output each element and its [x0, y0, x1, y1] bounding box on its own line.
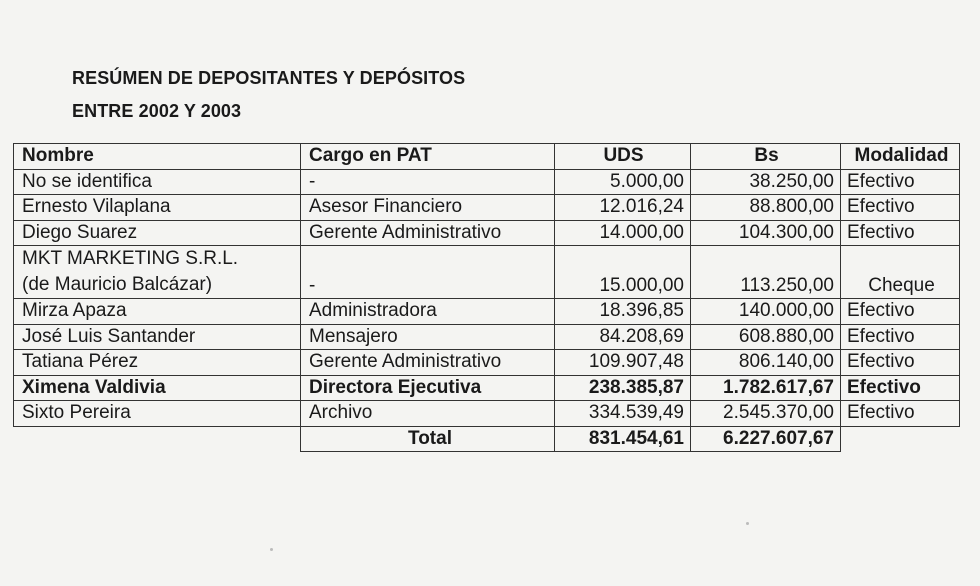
- header-uds: UDS: [555, 144, 691, 170]
- table-row: [14, 169, 960, 195]
- cell-modalidad: Cheque: [841, 246, 960, 299]
- cell-uds: 334.539,49: [555, 401, 691, 427]
- cell-nombre: Ernesto Vilaplana: [14, 195, 301, 221]
- cell-modalidad: Efectivo: [841, 401, 960, 427]
- table-header-row: [14, 144, 960, 170]
- cell-uds: 12.016,24: [555, 195, 691, 221]
- cell-bs: 113.250,00: [691, 246, 841, 299]
- cell-bs: 806.140,00: [691, 350, 841, 376]
- cell-nombre-line2: (de Mauricio Balcázar): [22, 274, 213, 295]
- total-row: [14, 426, 960, 452]
- cell-modalidad: Efectivo: [841, 299, 960, 325]
- cell-cargo: Asesor Financiero: [301, 195, 555, 221]
- cell-nombre-line1: MKT MARKETING S.R.L.: [22, 248, 239, 269]
- cell-cargo: -: [301, 169, 555, 195]
- cell-bs: 104.300,00: [691, 220, 841, 246]
- cell-bs: 2.545.370,00: [691, 401, 841, 427]
- table-row: [14, 246, 960, 299]
- cell-modalidad: Efectivo: [841, 195, 960, 221]
- cell-uds: 5.000,00: [555, 169, 691, 195]
- cell-uds: 18.396,85: [555, 299, 691, 325]
- header-bs: Bs: [691, 144, 841, 170]
- cell-bs: 140.000,00: [691, 299, 841, 325]
- header-modalidad: Modalidad: [841, 144, 960, 170]
- cell-bs: 608.880,00: [691, 324, 841, 350]
- cell-uds: 109.907,48: [555, 350, 691, 376]
- cell-modalidad: Efectivo: [841, 169, 960, 195]
- cell-uds: 238.385,87: [555, 375, 691, 401]
- total-label: Total: [301, 426, 555, 452]
- heading-subtitle: ENTRE 2002 Y 2003: [72, 101, 242, 121]
- cell-cargo: Archivo: [301, 401, 555, 427]
- cell-cargo: Gerente Administrativo: [301, 350, 555, 376]
- cell-modalidad: Efectivo: [841, 220, 960, 246]
- total-bs: 6.227.607,67: [691, 426, 841, 452]
- table-row: [14, 324, 960, 350]
- total-spacer: [14, 426, 301, 452]
- cell-modalidad: Efectivo: [841, 324, 960, 350]
- table-row: [14, 401, 960, 427]
- cell-uds: 14.000,00: [555, 220, 691, 246]
- cell-nombre: Sixto Pereira: [14, 401, 301, 427]
- cell-nombre: Mirza Apaza: [14, 299, 301, 325]
- table-row-highlighted: [14, 375, 960, 401]
- cell-cargo: Administradora: [301, 299, 555, 325]
- header-nombre: Nombre: [14, 144, 301, 170]
- table-row: [14, 220, 960, 246]
- total-spacer-right: [841, 426, 960, 452]
- cell-nombre: Tatiana Pérez: [14, 350, 301, 376]
- cell-nombre: No se identifica: [14, 169, 301, 195]
- cell-nombre: José Luis Santander: [14, 324, 301, 350]
- cell-cargo: -: [301, 246, 555, 299]
- cell-cargo: Mensajero: [301, 324, 555, 350]
- total-uds: 831.454,61: [555, 426, 691, 452]
- cell-uds: 15.000,00: [555, 246, 691, 299]
- paper-speck: [270, 548, 273, 551]
- cell-bs: 88.800,00: [691, 195, 841, 221]
- table-row: [14, 299, 960, 325]
- paper-speck: [746, 522, 749, 525]
- cell-bs: 1.782.617,67: [691, 375, 841, 401]
- cell-modalidad: Efectivo: [841, 375, 960, 401]
- cell-nombre: Diego Suarez: [14, 220, 301, 246]
- cell-uds: 84.208,69: [555, 324, 691, 350]
- table-row: [14, 195, 960, 221]
- cell-bs: 38.250,00: [691, 169, 841, 195]
- header-cargo: Cargo en PAT: [301, 144, 555, 170]
- cell-cargo: Directora Ejecutiva: [301, 375, 555, 401]
- table-row: [14, 350, 960, 376]
- cell-nombre: [14, 246, 301, 299]
- heading-title: RESÚMEN DE DEPOSITANTES Y DEPÓSITOS: [72, 68, 466, 88]
- cell-nombre: Ximena Valdivia: [14, 375, 301, 401]
- document-heading: [72, 62, 465, 128]
- cell-modalidad: Efectivo: [841, 350, 960, 376]
- cell-cargo: Gerente Administrativo: [301, 220, 555, 246]
- depositors-table: [13, 143, 960, 452]
